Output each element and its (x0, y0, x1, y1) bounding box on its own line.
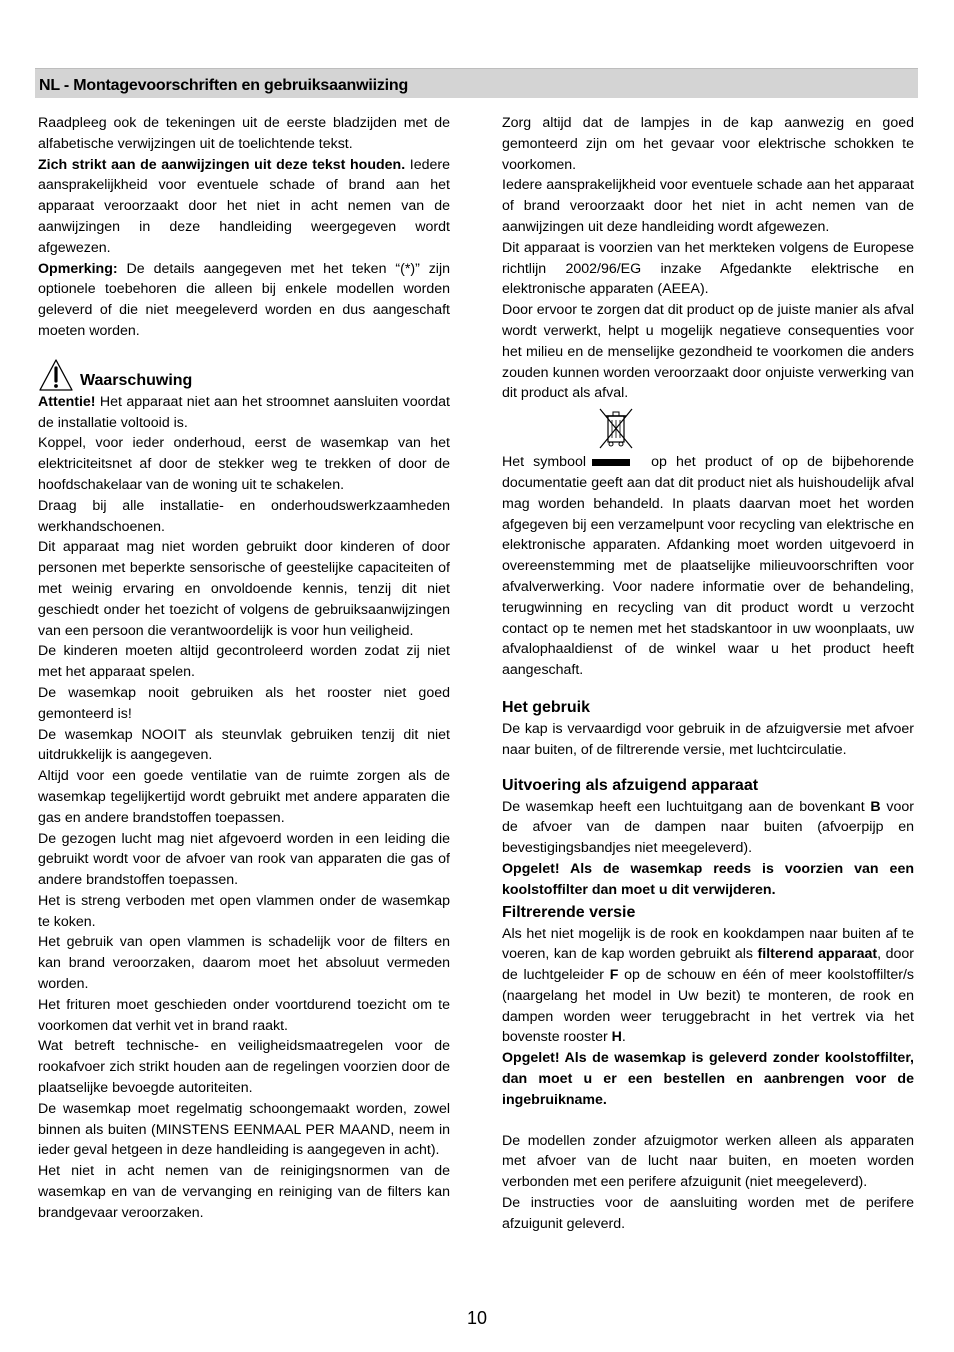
left-column (38, 113, 450, 1224)
closing-paragraph: De instructies voor de aansluiting worden met de perifere afzuigunit geleverd. (502, 1195, 914, 1232)
weee-bar-icon (592, 459, 630, 466)
exhaust-heading: Uitvoering als afzuigend apparaat (502, 776, 759, 794)
warning-heading (38, 356, 450, 392)
info-paragraph: Zorg altijd dat de lampjes in de kap aanwezig en goed gemonteerd zijn om het gevaar voor elektrische schokken te voorkomen. (502, 115, 914, 173)
page-number: 10 (466, 1308, 488, 1328)
warning-title: Waarschuwing (80, 371, 193, 389)
attention-paragraph (38, 392, 450, 434)
strict-paragraph (38, 155, 450, 259)
info-paragraph: Dit apparaat is voorzien van het merkteken volgens de Europese richtlijn 2002/96/EG inzake Afgedankte elektrische en elektronische apparaten (AEEA). (502, 239, 914, 298)
filter-text-3: op de schouw en één of meer koolstoffilter/s (naargelang het model in Uw bezit) te monteren, de rook en dampen worden weer teruggebracht in het vertrek via het bovenste rooster (502, 967, 914, 1046)
note-text: De details aangegeven met het teken “(*)” zijn optionele toebehoren die alleen bij enkele modellen worden geleverd of die niet meegeleverd worden en dus aangeschaft moeten worden. (38, 260, 450, 339)
warning-paragraph: De gezogen lucht mag niet afgevoerd worden in een leiding die gebruikt wordt voor de afvoer van rook van apparaten die gas of andere brandstoffen toepassen. (38, 830, 450, 889)
strict-bold: Zich strikt aan de aanwijzingen uit deze tekst houden. (38, 156, 406, 173)
exhaust-text-rest: voor de afvoer van de dampen naar buiten (afvoerpijp en bevestigingsbandjes niet meegeleverd). (502, 798, 914, 857)
closing-paragraph: De modellen zonder afzuigmotor werken alleen als apparaten met afvoer van de lucht naar buiten, en moeten worden verbonden met een perifere afzuigunit (niet meegeleverd). (502, 1132, 914, 1191)
info-paragraph: Iedere aansprakelijkheid voor eventuele schade aan het apparaat of brand veroorzaakt door het niet in acht nemen van de aanwijzingen uit deze handleiding wordt afgewezen. (502, 177, 914, 235)
warning-paragraph: Koppel, voor ieder onderhoud, eerst de wasemkap van het elektriciteitsnet af door de stekker weg te trekken of door de hoofdschakelaar van de woning uit te schakelen. (38, 435, 450, 493)
note-paragraph (38, 259, 450, 342)
weee-symbol-area (502, 406, 914, 452)
filter-bold: filterend apparaat (757, 946, 878, 963)
warning-paragraph: Draag bij alle installatie- en onderhoudswerkzaamheden werkhandschoenen. (38, 497, 450, 535)
filter-letter-f: F (609, 967, 619, 984)
warning-paragraph: De wasemkap moet regelmatig schoongemaakt worden, zowel binnen als buiten (MINSTENS EENMAAL PER MAAND, neem in ieder geval hetgeen in deze handleiding is aangegeven in acht). (38, 1100, 450, 1159)
symbol-text-after: op het product of op de bijbehorende documentatie geeft aan dat dit product niet als huishoudelijk afval mag worden behandeld. In plaats daarvan moet het worden afgegeven bij een verzamelpunt voor recycling van elektrische en elektronische apparaten. Afdanking moet worden uitgevoerd in overeenstemming met de plaatselijke milieuvoorschriften voor afvalverwerking. Voor nadere informatie over de behandeling, terugwinning en recycling van dit product wordt u verzocht contact op te nemen met het stadskantoor in uw woonplaats, uw afvalophaaldienst of de winkel waar u het product heeft aangeschaft. (502, 454, 914, 679)
symbol-paragraph (502, 452, 914, 681)
warning-paragraph: Het frituren moet geschieden onder voortdurend toezicht om te voorkomen dat verhit vet in brand raakt. (38, 996, 450, 1034)
warning-paragraph: Het niet in acht nemen van de reinigingsnormen van de wasemkap en van de vervanging en reiniging van de filters kan brandgevaar veroorzaken. (38, 1163, 450, 1221)
use-heading: Het gebruik (502, 698, 591, 716)
warning-triangle-icon (38, 358, 74, 392)
note-label: Opmerking: (38, 260, 118, 277)
crossed-bin-icon (596, 406, 636, 450)
info-paragraph: Door ervoor te zorgen dat dit product op de juiste manier als afval wordt verwerkt, helpt u mogelijk negatieve consequenties voor het milieu en de menselijke gezondheid te voorkomen die anders zouden kunnen worden veroorzaakt door onjuiste verwerking van dit product als afval. (502, 302, 914, 402)
warning-paragraph: Altijd voor een goede ventilatie van de ruimte zorgen als de wasemkap tegelijkertijd wordt gebruikt met andere apparaten die gas en andere brandstoffen toepassen. (38, 768, 450, 826)
warning-paragraph: De kinderen moeten altijd gecontroleerd worden zodat zij niet met het apparaat spelen. (38, 643, 450, 681)
section-header (35, 68, 918, 98)
warning-paragraph: Het is streng verboden met open vlammen onder de wasemkap te koken. (38, 892, 450, 930)
filter-text-2: , door de luchtgeleider (502, 946, 914, 984)
section-title: NL - Montagevoorschriften en gebruiksaanwiizing (39, 77, 409, 94)
filter-text: Als het niet mogelijk is de rook en kookdampen naar buiten af te voeren, kan de kap worden gebruikt als (502, 925, 914, 963)
exhaust-warning: Opgelet! Als de wasemkap reeds is voorzien van een koolstoffilter dan moet u dit verwijderen. (502, 860, 914, 898)
filter-letter-h: H (611, 1029, 622, 1046)
intro-paragraph: Raadpleeg ook de tekeningen uit de eerste bladzijden met de alfabetische verwijzingen uit de toelichtende tekst. (38, 115, 450, 152)
exhaust-text: De wasemkap heeft een luchtuitgang aan de bovenkant (502, 798, 871, 815)
exhaust-paragraph (502, 797, 914, 859)
filter-heading: Filtrerende versie (502, 903, 636, 921)
warning-paragraph: Dit apparaat mag niet worden gebruikt door kinderen of door personen met beperkte sensorische of geestelijke capaciteiten of met weinig ervaring en onvoldoende kennis, tenzij dit niet geschiedt onder het toezicht of volgens de gebruiksaanwijzingen van een persoon die verantwoordelijk is voor hun veiligheid. (38, 539, 450, 639)
attention-text: Het apparaat niet aan het stroomnet aansluiten voordat de installatie voltooid is. (38, 393, 450, 431)
filter-warning: Opgelet! Als de wasemkap is geleverd zonder koolstoffilter, dan moet u er een bestellen en aanbrengen voor de ingebruikname. (502, 1050, 914, 1108)
exhaust-letter: B (870, 798, 881, 815)
warning-paragraph: Het gebruik van open vlammen is schadelijk voor de filters en kan brand veroorzaken, daarom moet het absoluut vermeden worden. (38, 934, 450, 993)
right-column (502, 113, 914, 1235)
attention-label: Attentie! (38, 393, 96, 410)
filter-paragraph (502, 924, 914, 1049)
warning-paragraph: De wasemkap nooit gebruiken als het rooster niet goed gemonteerd is! (38, 684, 450, 722)
filter-text-4: . (621, 1029, 626, 1046)
warning-paragraph: Wat betreft technische- en veiligheidsmaatregelen voor de rookafvoer zich strikt houden aan de regelingen voorzien door de plaatselijke bevoegde autoriteiten. (38, 1038, 450, 1097)
use-paragraph: De kap is vervaardigd voor gebruik in de afzuigversie met afvoer naar buiten, of de filtrerende versie, met luchtcirculatie. (502, 720, 914, 758)
strict-text: Iedere aansprakelijkheid voor eventuele schade of brand aan het apparaat veroorzaakt door het niet in acht nemen van de aanwijzingen in deze handleiding weergegeven wordt afgewezen. (38, 156, 451, 256)
warning-paragraph: De wasemkap NOOIT als steunvlak gebruiken tenzij dit niet uitdrukkelijk is aangegeven. (38, 726, 450, 764)
symbol-text-before: Het symbool (502, 454, 587, 471)
